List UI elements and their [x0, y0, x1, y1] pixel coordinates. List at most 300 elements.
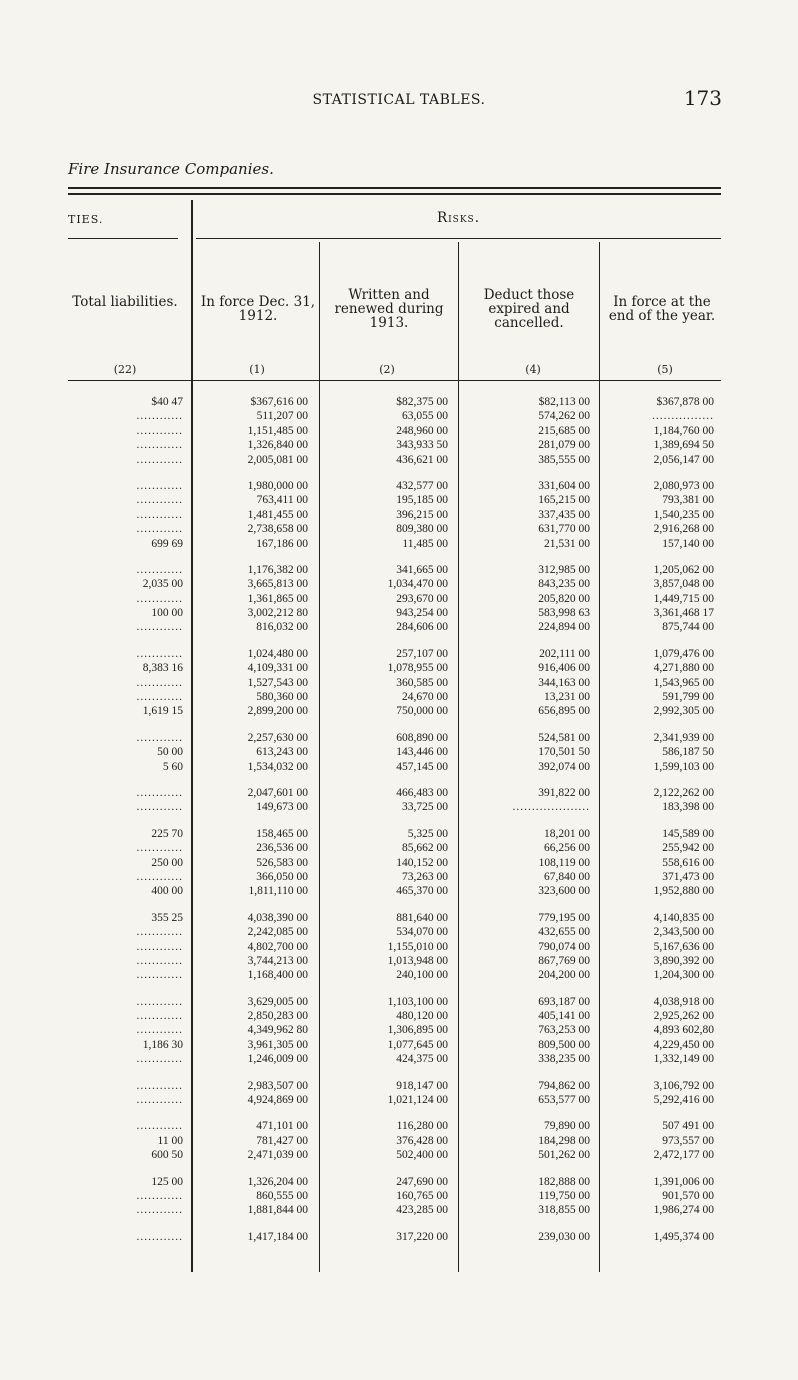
total-liabilities-cell: ............: [136, 676, 183, 689]
header-ties: TIES.: [68, 213, 104, 226]
table-row: [0, 1094, 798, 1108]
expired-cancelled-cell: 574,262 00: [538, 410, 590, 423]
expired-cancelled-cell: 21,531 00: [544, 537, 590, 550]
in-force-1912-cell: 2,471,039 00: [247, 1149, 308, 1162]
row-group: [0, 1231, 798, 1245]
table-row: [0, 1080, 798, 1094]
in-force-1912-cell: 4,349,962 80: [247, 1024, 308, 1037]
expired-cancelled-cell: 501,262 00: [538, 1149, 590, 1162]
expired-cancelled-cell: 779,195 00: [538, 911, 590, 924]
total-liabilities-cell: 50 00: [157, 746, 183, 759]
expired-cancelled-cell: 182,888 00: [538, 1175, 590, 1188]
in-force-end-cell: 3,106,792 00: [653, 1079, 714, 1092]
written-1913-cell: 85,662 00: [402, 842, 448, 855]
in-force-end-cell: 1,495,374 00: [653, 1230, 714, 1243]
table-row: [0, 746, 798, 760]
in-force-1912-cell: 860,555 00: [256, 1189, 308, 1202]
in-force-1912-cell: 3,961,305 00: [247, 1038, 308, 1051]
rule-under-ties: [68, 238, 178, 239]
column-header-in-force-1912: In force Dec. 31, 1912.: [200, 294, 316, 324]
in-force-1912-cell: 1,176,382 00: [247, 563, 308, 576]
in-force-1912-cell: 1,361,865 00: [247, 592, 308, 605]
total-liabilities-cell: ............: [136, 1024, 183, 1037]
written-1913-cell: 1,034,470 00: [387, 578, 448, 591]
total-liabilities-cell: 8,383 16: [142, 662, 183, 675]
table-row: [0, 732, 798, 746]
total-liabilities-cell: $40 47: [151, 396, 183, 408]
table-row: [0, 425, 798, 439]
written-1913-cell: 480,120 00: [396, 1010, 448, 1023]
table-row: [0, 410, 798, 424]
table-row: [0, 1120, 798, 1134]
table-row: [0, 705, 798, 719]
column-number-1: (1): [249, 363, 265, 376]
written-1913-cell: 11,485 00: [402, 537, 448, 550]
expired-cancelled-cell: 204,200 00: [538, 969, 590, 982]
total-liabilities-cell: 699 69: [151, 537, 183, 550]
in-force-1912-cell: 1,326,204 00: [247, 1175, 308, 1188]
in-force-1912-cell: 149,673 00: [256, 801, 308, 814]
table-row: [0, 480, 798, 494]
table-row: [0, 828, 798, 842]
total-liabilities-cell: 125 00: [151, 1175, 183, 1188]
table-row: [0, 691, 798, 705]
total-liabilities-cell: ............: [136, 647, 183, 660]
in-force-end-cell: 1,184,760 00: [653, 424, 714, 437]
written-1913-cell: 240,100 00: [396, 969, 448, 982]
in-force-end-cell: 2,472,177 00: [653, 1149, 714, 1162]
in-force-1912-cell: 1,527,543 00: [247, 676, 308, 689]
total-liabilities-cell: 400 00: [151, 885, 183, 898]
in-force-1912-cell: 2,005,081 00: [247, 453, 308, 466]
written-1913-cell: 376,428 00: [396, 1134, 448, 1147]
total-liabilities-cell: ............: [136, 410, 183, 423]
written-1913-cell: 943,254 00: [396, 607, 448, 620]
in-force-1912-cell: 3,002,212 80: [247, 607, 308, 620]
written-1913-cell: 140,152 00: [396, 856, 448, 869]
written-1913-cell: 247,690 00: [396, 1175, 448, 1188]
total-liabilities-cell: 100 00: [151, 607, 183, 620]
column-header-in-force-end: In force at the end of the year.: [608, 294, 716, 324]
in-force-1912-cell: 816,032 00: [256, 621, 308, 634]
expired-cancelled-cell: 281,079 00: [538, 439, 590, 452]
header-bottom-rule: [68, 380, 721, 381]
in-force-end-cell: 558,616 00: [662, 856, 714, 869]
written-1913-cell: 436,621 00: [396, 453, 448, 466]
total-liabilities-cell: ............: [136, 1189, 183, 1202]
written-1913-cell: 360,585 00: [396, 676, 448, 689]
written-1913-cell: 343,933 50: [396, 439, 448, 452]
written-1913-cell: 24,670 00: [402, 691, 448, 704]
in-force-1912-cell: 1,151,485 00: [247, 424, 308, 437]
table-row: [0, 439, 798, 453]
expired-cancelled-cell: 170,501 50: [538, 746, 590, 759]
in-force-1912-cell: 3,629,005 00: [247, 995, 308, 1008]
in-force-1912-cell: 4,924,869 00: [247, 1094, 308, 1107]
table-row: [0, 871, 798, 885]
in-force-1912-cell: 1,326,840 00: [247, 439, 308, 452]
row-group: [0, 396, 798, 468]
table-row: [0, 1053, 798, 1067]
in-force-1912-cell: 236,536 00: [256, 842, 308, 855]
total-liabilities-cell: ............: [136, 786, 183, 799]
in-force-end-cell: 1,449,715 00: [653, 592, 714, 605]
in-force-1912-cell: 2,738,658 00: [247, 523, 308, 536]
in-force-1912-cell: 2,047,601 00: [247, 786, 308, 799]
total-liabilities-cell: 1,186 30: [142, 1038, 183, 1051]
in-force-1912-cell: 471,101 00: [256, 1120, 308, 1133]
in-force-end-cell: 901,570 00: [662, 1189, 714, 1202]
written-1913-cell: 257,107 00: [396, 647, 448, 660]
table-row: [0, 662, 798, 676]
expired-cancelled-cell: 790,074 00: [538, 940, 590, 953]
in-force-1912-cell: 1,246,009 00: [247, 1053, 308, 1066]
column-number-2: (2): [379, 363, 395, 376]
written-1913-cell: 424,375 00: [396, 1053, 448, 1066]
expired-cancelled-cell: 843,235 00: [538, 578, 590, 591]
in-force-end-cell: 2,925,262 00: [653, 1010, 714, 1023]
written-1913-cell: 63,055 00: [402, 410, 448, 423]
table-row: [0, 1149, 798, 1163]
row-group: [0, 1176, 798, 1219]
in-force-1912-cell: 4,109,331 00: [247, 662, 308, 675]
in-force-end-cell: 4,893 602,80: [653, 1024, 714, 1037]
written-1913-cell: 317,220 00: [396, 1230, 448, 1243]
in-force-end-cell: 793,381 00: [662, 494, 714, 507]
total-liabilities-cell: ............: [136, 1094, 183, 1107]
in-force-end-cell: 5,167,636 00: [653, 940, 714, 953]
written-1913-cell: 466,483 00: [396, 786, 448, 799]
in-force-end-cell: 1,205,062 00: [653, 563, 714, 576]
in-force-1912-cell: 2,850,283 00: [247, 1010, 308, 1023]
total-liabilities-cell: ............: [136, 940, 183, 953]
table-row: [0, 578, 798, 592]
in-force-end-cell: 255,942 00: [662, 842, 714, 855]
written-1913-cell: 1,078,955 00: [387, 662, 448, 675]
in-force-end-cell: 4,140,835 00: [653, 911, 714, 924]
in-force-end-cell: 1,952,880 00: [653, 885, 714, 898]
written-1913-cell: 1,021,124 00: [387, 1094, 448, 1107]
table-row: [0, 912, 798, 926]
table-row: [0, 885, 798, 899]
in-force-1912-cell: 511,207 00: [256, 410, 308, 423]
table-row: [0, 857, 798, 871]
expired-cancelled-cell: 205,820 00: [538, 592, 590, 605]
total-liabilities-cell: 355 25: [151, 911, 183, 924]
written-1913-cell: 195,185 00: [396, 494, 448, 507]
total-liabilities-cell: ............: [136, 1204, 183, 1217]
expired-cancelled-cell: 224,894 00: [538, 621, 590, 634]
in-force-1912-cell: 613,243 00: [256, 746, 308, 759]
total-liabilities-cell: ............: [136, 926, 183, 939]
top-rule-2: [68, 193, 721, 195]
in-force-end-cell: 1,543,965 00: [653, 676, 714, 689]
table-row: [0, 941, 798, 955]
in-force-end-cell: 145,589 00: [662, 827, 714, 840]
expired-cancelled-cell: 318,855 00: [538, 1204, 590, 1217]
in-force-1912-cell: $367,616 00: [250, 396, 308, 408]
expired-cancelled-cell: 18,201 00: [544, 827, 590, 840]
written-1913-cell: 284,606 00: [396, 621, 448, 634]
in-force-end-cell: 2,341,939 00: [653, 731, 714, 744]
row-group: [0, 996, 798, 1068]
table-row: [0, 677, 798, 691]
total-liabilities-cell: ............: [136, 508, 183, 521]
in-force-1912-cell: 1,481,455 00: [247, 508, 308, 521]
table-row: [0, 996, 798, 1010]
in-force-end-cell: 157,140 00: [662, 537, 714, 550]
total-liabilities-cell: ............: [136, 1120, 183, 1133]
expired-cancelled-cell: 794,862 00: [538, 1079, 590, 1092]
total-liabilities-cell: ............: [136, 842, 183, 855]
total-liabilities-cell: ............: [136, 479, 183, 492]
in-force-end-cell: 5,292,416 00: [653, 1094, 714, 1107]
total-liabilities-cell: ............: [136, 1053, 183, 1066]
expired-cancelled-cell: 432,655 00: [538, 926, 590, 939]
row-group: [0, 828, 798, 900]
expired-cancelled-cell: 392,074 00: [538, 760, 590, 773]
written-1913-cell: 160,765 00: [396, 1189, 448, 1202]
total-liabilities-cell: ............: [136, 801, 183, 814]
column-number-5: (5): [657, 363, 673, 376]
table-row: [0, 509, 798, 523]
total-liabilities-cell: 2,035 00: [142, 578, 183, 591]
in-force-1912-cell: 580,360 00: [256, 691, 308, 704]
table-row: [0, 1204, 798, 1218]
expired-cancelled-cell: 184,298 00: [538, 1134, 590, 1147]
table-row: [0, 955, 798, 969]
expired-cancelled-cell: 323,600 00: [538, 885, 590, 898]
in-force-1912-cell: 781,427 00: [256, 1134, 308, 1147]
table-row: [0, 607, 798, 621]
expired-cancelled-cell: 66,256 00: [544, 842, 590, 855]
table-row: [0, 593, 798, 607]
header-risks: Risks.: [436, 210, 481, 226]
table-row: [0, 396, 798, 410]
rule-under-risks: [196, 238, 721, 239]
row-group: [0, 787, 798, 816]
written-1913-cell: 918,147 00: [396, 1079, 448, 1092]
table-row: [0, 494, 798, 508]
expired-cancelled-cell: 583,998 63: [538, 607, 590, 620]
table-row: [0, 523, 798, 537]
total-liabilities-cell: ............: [136, 954, 183, 967]
total-liabilities-cell: ............: [136, 453, 183, 466]
table-row: [0, 538, 798, 552]
column-header-expired-cancelled: Deduct those expired and cancelled.: [483, 287, 575, 331]
expired-cancelled-cell: 656,895 00: [538, 705, 590, 718]
in-force-1912-cell: 158,465 00: [256, 827, 308, 840]
in-force-end-cell: 4,271,880 00: [653, 662, 714, 675]
in-force-1912-cell: 4,038,390 00: [247, 911, 308, 924]
in-force-end-cell: 973,557 00: [662, 1134, 714, 1147]
written-1913-cell: 1,077,645 00: [387, 1038, 448, 1051]
in-force-1912-cell: 2,242,085 00: [247, 926, 308, 939]
total-liabilities-cell: 1,619 15: [142, 705, 183, 718]
statistics-table-body: [0, 396, 798, 1257]
expired-cancelled-cell: 165,215 00: [538, 494, 590, 507]
written-1913-cell: 341,665 00: [396, 563, 448, 576]
in-force-end-cell: 2,916,268 00: [653, 523, 714, 536]
in-force-end-cell: 1,389,694 50: [653, 439, 714, 452]
in-force-1912-cell: 526,583 00: [256, 856, 308, 869]
row-group: [0, 1080, 798, 1109]
in-force-1912-cell: 1,168,400 00: [247, 969, 308, 982]
table-row: [0, 787, 798, 801]
expired-cancelled-cell: 653,577 00: [538, 1094, 590, 1107]
in-force-end-cell: 3,857,048 00: [653, 578, 714, 591]
in-force-end-cell: 1,079,476 00: [653, 647, 714, 660]
row-group: [0, 1120, 798, 1163]
in-force-1912-cell: 366,050 00: [256, 870, 308, 883]
in-force-end-cell: 1,204,300 00: [653, 969, 714, 982]
in-force-1912-cell: 1,417,184 00: [247, 1230, 308, 1243]
expired-cancelled-cell: 337,435 00: [538, 508, 590, 521]
expired-cancelled-cell: 79,890 00: [544, 1120, 590, 1133]
top-rule-1: [68, 187, 721, 189]
in-force-1912-cell: 4,802,700 00: [247, 940, 308, 953]
page-number: 173: [683, 86, 722, 110]
table-row: [0, 1135, 798, 1149]
total-liabilities-cell: 600 50: [151, 1149, 183, 1162]
in-force-1912-cell: 1,980,000 00: [247, 479, 308, 492]
written-1913-cell: 750,000 00: [396, 705, 448, 718]
in-force-end-cell: 371,473 00: [662, 870, 714, 883]
expired-cancelled-cell: 763,253 00: [538, 1024, 590, 1037]
in-force-end-cell: ................: [652, 410, 714, 423]
column-header-written-1913: Written and renewed during 1913.: [334, 287, 444, 331]
written-1913-cell: 809,380 00: [396, 523, 448, 536]
written-1913-cell: 423,285 00: [396, 1204, 448, 1217]
expired-cancelled-cell: 312,985 00: [538, 563, 590, 576]
in-force-end-cell: 1,599,103 00: [653, 760, 714, 773]
written-1913-cell: 73,263 00: [402, 870, 448, 883]
expired-cancelled-cell: ....................: [512, 801, 590, 814]
table-row: [0, 842, 798, 856]
total-liabilities-cell: ............: [136, 691, 183, 704]
written-1913-cell: 465,370 00: [396, 885, 448, 898]
in-force-1912-cell: 1,024,480 00: [247, 647, 308, 660]
expired-cancelled-cell: 108,119 00: [538, 856, 590, 869]
in-force-end-cell: 2,122,262 00: [653, 786, 714, 799]
written-1913-cell: 457,145 00: [396, 760, 448, 773]
table-row: [0, 621, 798, 635]
in-force-1912-cell: 3,665,813 00: [247, 578, 308, 591]
total-liabilities-cell: ............: [136, 424, 183, 437]
written-1913-cell: 1,306,895 00: [387, 1024, 448, 1037]
in-force-end-cell: 2,343,500 00: [653, 926, 714, 939]
in-force-end-cell: 586,187 50: [662, 746, 714, 759]
written-1913-cell: 1,103,100 00: [387, 995, 448, 1008]
expired-cancelled-cell: 809,500 00: [538, 1038, 590, 1051]
in-force-1912-cell: 1,534,032 00: [247, 760, 308, 773]
expired-cancelled-cell: 631,770 00: [538, 523, 590, 536]
in-force-end-cell: 1,391,006 00: [653, 1175, 714, 1188]
expired-cancelled-cell: 693,187 00: [538, 995, 590, 1008]
written-1913-cell: 33,725 00: [402, 801, 448, 814]
total-liabilities-cell: ............: [136, 969, 183, 982]
page-subtitle: Fire Insurance Companies.: [68, 160, 274, 178]
expired-cancelled-cell: 13,231 00: [544, 691, 590, 704]
in-force-1912-cell: 2,257,630 00: [247, 731, 308, 744]
written-1913-cell: 5,325 00: [407, 827, 448, 840]
written-1913-cell: 432,577 00: [396, 479, 448, 492]
total-liabilities-cell: ............: [136, 494, 183, 507]
in-force-end-cell: 507 491 00: [662, 1120, 714, 1133]
written-1913-cell: $82,375 00: [396, 396, 448, 408]
in-force-end-cell: 2,056,147 00: [653, 453, 714, 466]
table-row: [0, 454, 798, 468]
expired-cancelled-cell: 338,235 00: [538, 1053, 590, 1066]
in-force-1912-cell: 1,811,110 00: [248, 885, 308, 898]
in-force-end-cell: 1,332,149 00: [653, 1053, 714, 1066]
in-force-end-cell: 3,890,392 00: [653, 954, 714, 967]
in-force-end-cell: 2,992,305 00: [653, 705, 714, 718]
column-header-total-liabilities: Total liabilities.: [72, 294, 178, 310]
column-number-4: (4): [525, 363, 541, 376]
in-force-end-cell: 1,986,274 00: [653, 1204, 714, 1217]
expired-cancelled-cell: 391,822 00: [538, 786, 590, 799]
table-row: [0, 969, 798, 983]
total-liabilities-cell: ............: [136, 731, 183, 744]
running-title: STATISTICAL TABLES.: [312, 92, 486, 108]
in-force-1912-cell: 167,186 00: [256, 537, 308, 550]
table-row: [0, 926, 798, 940]
table-row: [0, 1039, 798, 1053]
expired-cancelled-cell: 524,581 00: [538, 731, 590, 744]
row-group: [0, 564, 798, 636]
written-1913-cell: 1,155,010 00: [387, 940, 448, 953]
table-row: [0, 761, 798, 775]
expired-cancelled-cell: 239,030 00: [538, 1230, 590, 1243]
in-force-end-cell: 3,361,468 17: [653, 607, 714, 620]
column-number-22: (22): [113, 363, 137, 376]
in-force-1912-cell: 763,411 00: [256, 494, 308, 507]
written-1913-cell: 502,400 00: [396, 1149, 448, 1162]
in-force-1912-cell: 2,983,507 00: [247, 1079, 308, 1092]
written-1913-cell: 608,890 00: [396, 731, 448, 744]
total-liabilities-cell: ............: [136, 621, 183, 634]
in-force-end-cell: $367,878 00: [656, 396, 714, 408]
total-liabilities-cell: ............: [136, 1079, 183, 1092]
expired-cancelled-cell: 119,750 00: [538, 1189, 590, 1202]
table-row: [0, 1024, 798, 1038]
in-force-1912-cell: 2,899,200 00: [247, 705, 308, 718]
expired-cancelled-cell: 215,685 00: [538, 424, 590, 437]
in-force-end-cell: 875,744 00: [662, 621, 714, 634]
row-group: [0, 480, 798, 552]
written-1913-cell: 248,960 00: [396, 424, 448, 437]
row-group: [0, 648, 798, 720]
in-force-1912-cell: 3,744,213 00: [247, 954, 308, 967]
written-1913-cell: 116,280 00: [396, 1120, 448, 1133]
in-force-end-cell: 183,398 00: [662, 801, 714, 814]
in-force-end-cell: 4,229,450 00: [653, 1038, 714, 1051]
written-1913-cell: 881,640 00: [396, 911, 448, 924]
expired-cancelled-cell: 867,769 00: [538, 954, 590, 967]
written-1913-cell: 534,070 00: [396, 926, 448, 939]
total-liabilities-cell: ............: [136, 995, 183, 1008]
row-group: [0, 912, 798, 984]
total-liabilities-cell: ............: [136, 563, 183, 576]
in-force-1912-cell: 1,881,844 00: [247, 1204, 308, 1217]
total-liabilities-cell: ............: [136, 870, 183, 883]
table-row: [0, 1176, 798, 1190]
expired-cancelled-cell: 344,163 00: [538, 676, 590, 689]
total-liabilities-cell: ............: [136, 592, 183, 605]
table-row: [0, 1190, 798, 1204]
expired-cancelled-cell: $82,113 00: [538, 396, 590, 408]
